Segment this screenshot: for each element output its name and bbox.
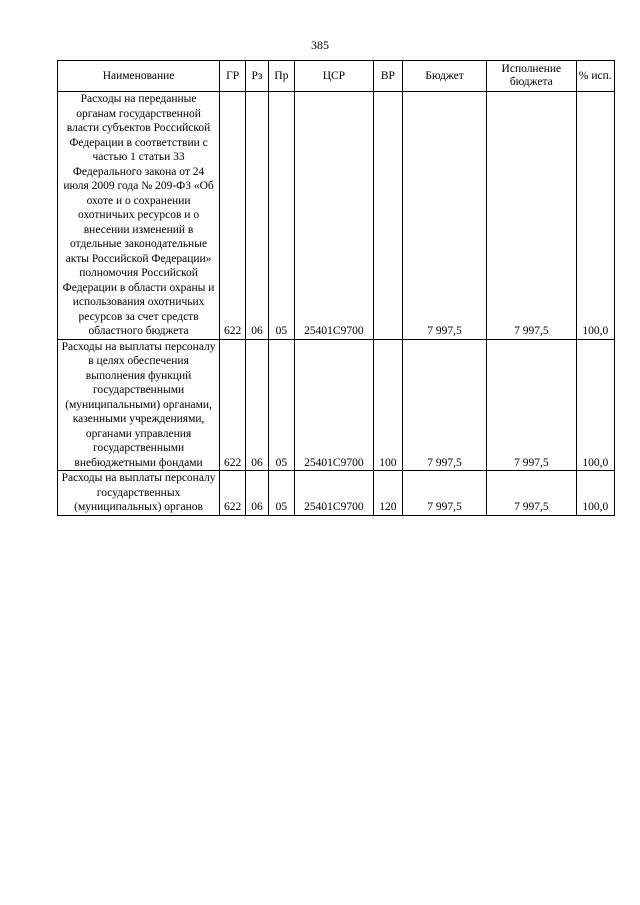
row-vr: 120 [373, 471, 402, 516]
row-gr: 622 [220, 339, 246, 471]
row-name: Расходы на переданные органам государственной власти субъектов Российской Федерации в соответствии с частью 1 статьи 33 Федерального закона от 24 июля 2009 года № 209-ФЗ «Об охоте и о сохранении охотничьих ресурсов и о внесении изменений в отдельные законодательные акты Российской Федерации» полномочия Российской Федерации в области охраны и использования охотничьих ресурсов за счет средств областного бюджета [58, 92, 220, 340]
row-budget: 7 997,5 [402, 92, 486, 340]
row-pct: 100,0 [576, 92, 615, 340]
budget-table [57, 60, 615, 516]
row-pct: 100,0 [576, 339, 615, 471]
header-vr: ВР [373, 61, 402, 92]
row-gr: 622 [220, 471, 246, 516]
row-budget: 7 997,5 [402, 471, 486, 516]
row-name: Расходы на выплаты персоналу в целях обеспечения выполнения функций государственными (муниципальными) органами, казенными учреждениями, органами управления государственными внебюджетными фондами [58, 339, 220, 471]
header-rz: Рз [246, 61, 269, 92]
header-budget: Бюджет [402, 61, 486, 92]
row-rz: 06 [246, 471, 269, 516]
table-row [58, 339, 615, 471]
row-vr: 100 [373, 339, 402, 471]
row-vr [373, 92, 402, 340]
row-execution: 7 997,5 [487, 339, 576, 471]
row-execution: 7 997,5 [487, 471, 576, 516]
table-row [58, 471, 615, 516]
table-header-row [58, 61, 615, 92]
header-gr: ГР [220, 61, 246, 92]
table-row [58, 92, 615, 340]
row-pr: 05 [268, 471, 294, 516]
row-csr: 25401С9700 [294, 471, 373, 516]
header-name: Наименование [58, 61, 220, 92]
row-gr: 622 [220, 92, 246, 340]
header-execution: Исполнение бюджета [487, 61, 576, 92]
row-csr: 25401С9700 [294, 92, 373, 340]
header-pct: % исп. [576, 61, 615, 92]
row-pr: 05 [268, 339, 294, 471]
page-number: 385 [311, 38, 329, 52]
row-pct: 100,0 [576, 471, 615, 516]
header-csr: ЦСР [294, 61, 373, 92]
row-rz: 06 [246, 92, 269, 340]
header-pr: Пр [268, 61, 294, 92]
row-pr: 05 [268, 92, 294, 340]
row-rz: 06 [246, 339, 269, 471]
row-execution: 7 997,5 [487, 92, 576, 340]
row-budget: 7 997,5 [402, 339, 486, 471]
row-name: Расходы на выплаты персоналу государственных (муниципальных) органов [58, 471, 220, 516]
row-csr: 25401С9700 [294, 339, 373, 471]
